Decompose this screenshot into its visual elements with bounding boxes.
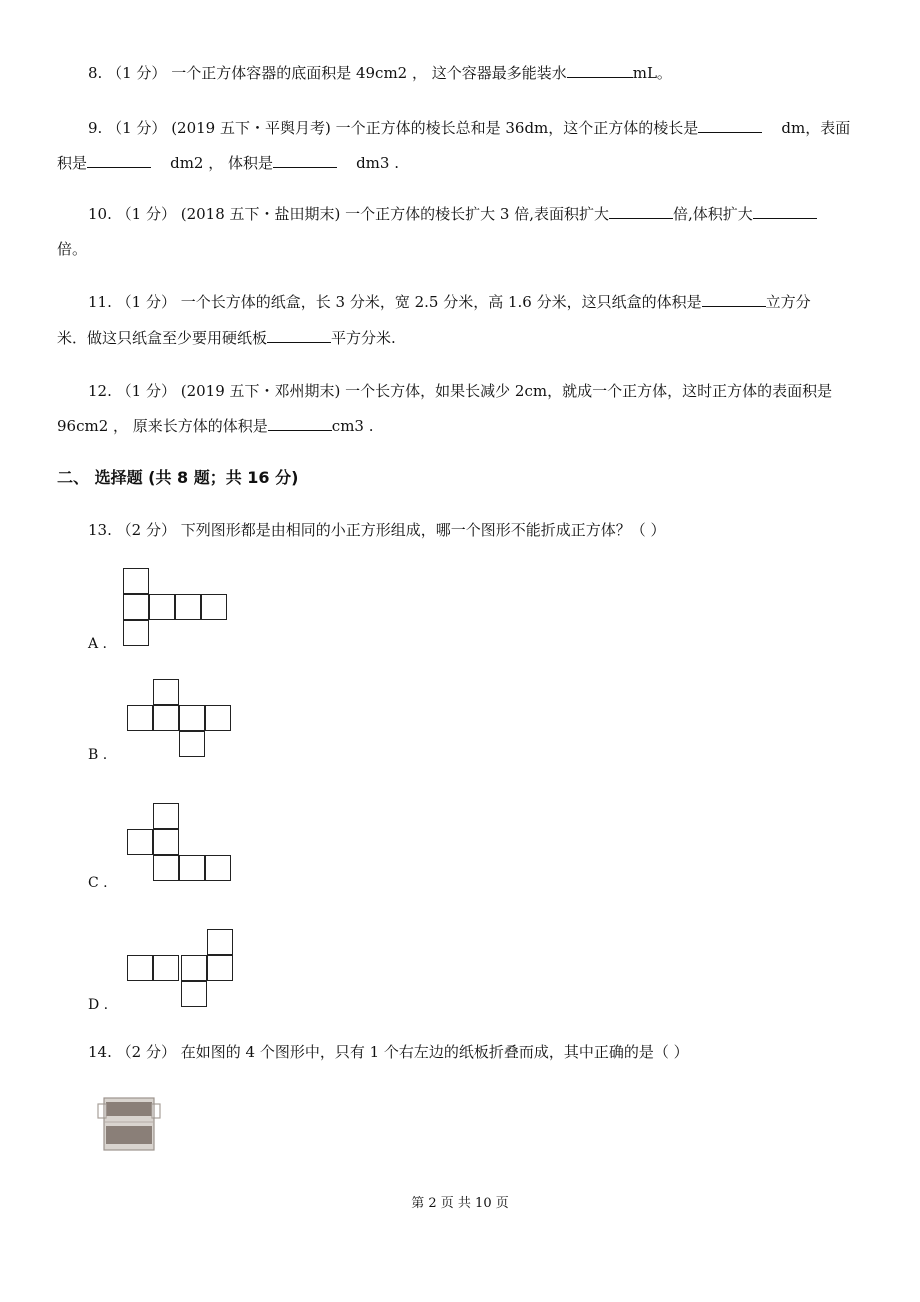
q10-text-c: 倍。 [57,240,88,258]
q9-volume-blank[interactable] [273,153,337,168]
net-square [123,620,149,646]
net-square [205,705,231,731]
net-square [127,705,153,731]
net-square [181,981,207,1007]
q11-number: 11. [88,293,112,311]
q12-unit: cm3 . [331,417,374,435]
q10-volume-blank[interactable] [753,204,817,219]
net-square [207,955,233,981]
net-square [153,829,179,855]
q8-number: 8. [88,64,103,82]
question-9-line2 [57,153,399,173]
q9-text-b: 积是 [57,154,88,172]
q11-text-b: 米．做这只纸盒至少要用硬纸板 [57,329,268,347]
net-square [179,731,205,757]
q10-number: 10. [88,205,112,223]
q11-volume-blank[interactable] [702,292,766,307]
section-2-title: 二、 选择题 (共 8 题；共 16 分) [57,468,299,487]
question-8 [88,63,672,83]
q9-number: 9. [88,119,103,137]
q8-unit: mL。 [632,64,672,82]
net-square [179,855,205,881]
net-square [181,955,207,981]
q9-score: （1 分） [107,119,167,137]
net-square [153,855,179,881]
net-square [153,803,179,829]
net-square [123,568,149,594]
q9-edge-blank[interactable] [698,118,762,133]
q8-text: 一个正方体容器的底面积是 49cm2 ， 这个容器最多能装水 [171,64,567,82]
q10-text: (2018 五下・盐田期末) 一个正方体的棱长扩大 3 倍,表面积扩大 [180,205,609,223]
question-11-line1 [88,292,811,312]
question-12-line2 [57,416,374,436]
q14-number: 14. [88,1043,112,1061]
net-square [175,594,201,620]
net-square [179,705,205,731]
q11-unit-a: 立方分 [765,293,811,311]
q9-text: (2019 五下・平舆月考) 一个正方体的棱长总和是 36dm，这个正方体的棱长是 [171,119,699,137]
q11-text: 一个长方体的纸盒，长 3 分米，宽 2.5 分米，高 1.6 分米，这只纸盒的体积是 [180,293,702,311]
q8-answer-blank[interactable] [567,63,633,78]
q12-score: （1 分） [116,382,176,400]
q9-area-blank[interactable] [87,153,151,168]
option-a-label[interactable]: A . [88,636,108,652]
q10-text-b: 倍,体积扩大 [673,205,753,223]
q11-score: （1 分） [116,293,176,311]
q12-text-b: 96cm2 ， 原来长方体的体积是 [57,417,268,435]
net-square [153,679,179,705]
net-square [123,594,149,620]
question-13 [88,520,666,540]
question-9-line1 [88,118,850,138]
option-d-label[interactable]: D . [88,997,109,1013]
q11-area-blank[interactable] [267,328,331,343]
question-11-line2 [57,328,396,348]
question-14 [88,1042,689,1062]
option-c-label[interactable]: C . [88,875,108,891]
q13-number: 13. [88,521,112,539]
q14-text: 在如图的 4 个图形中，只有 1 个右左边的纸板折叠而成，其中正确的是（ ） [180,1043,689,1061]
net-square [153,955,179,981]
q13-text: 下列图形都是由相同的小正方形组成，哪一个图形不能折成正方体？（ ） [180,521,666,539]
q9-unit-a: dm，表面 [781,119,851,137]
question-10-line1 [88,204,817,224]
q14-cardboard-figure [96,1092,166,1158]
net-square [153,705,179,731]
net-square [127,829,153,855]
q8-score: （1 分） [107,64,167,82]
net-square [207,929,233,955]
net-square [201,594,227,620]
q11-unit-b: 平方分米. [331,329,396,347]
q10-area-blank[interactable] [609,204,673,219]
q14-score: （2 分） [116,1043,176,1061]
net-square [149,594,175,620]
q12-number: 12. [88,382,112,400]
option-b-label[interactable]: B . [88,747,108,763]
q12-volume-blank[interactable] [268,416,332,431]
question-10-line2 [57,239,87,259]
page-footer: 第 2 页 共 10 页 [411,1196,509,1211]
q9-unit-c: dm3 . [356,154,399,172]
question-12-line1 [88,381,832,401]
q12-text: (2019 五下・邓州期末) 一个长方体，如果长减少 2cm，就成一个正方体，这时正方体的表面积是 [180,382,833,400]
q13-score: （2 分） [116,521,176,539]
q9-text-c: dm2 ， 体积是 [170,154,273,172]
net-square [205,855,231,881]
q10-score: （1 分） [116,205,176,223]
net-square [127,955,153,981]
